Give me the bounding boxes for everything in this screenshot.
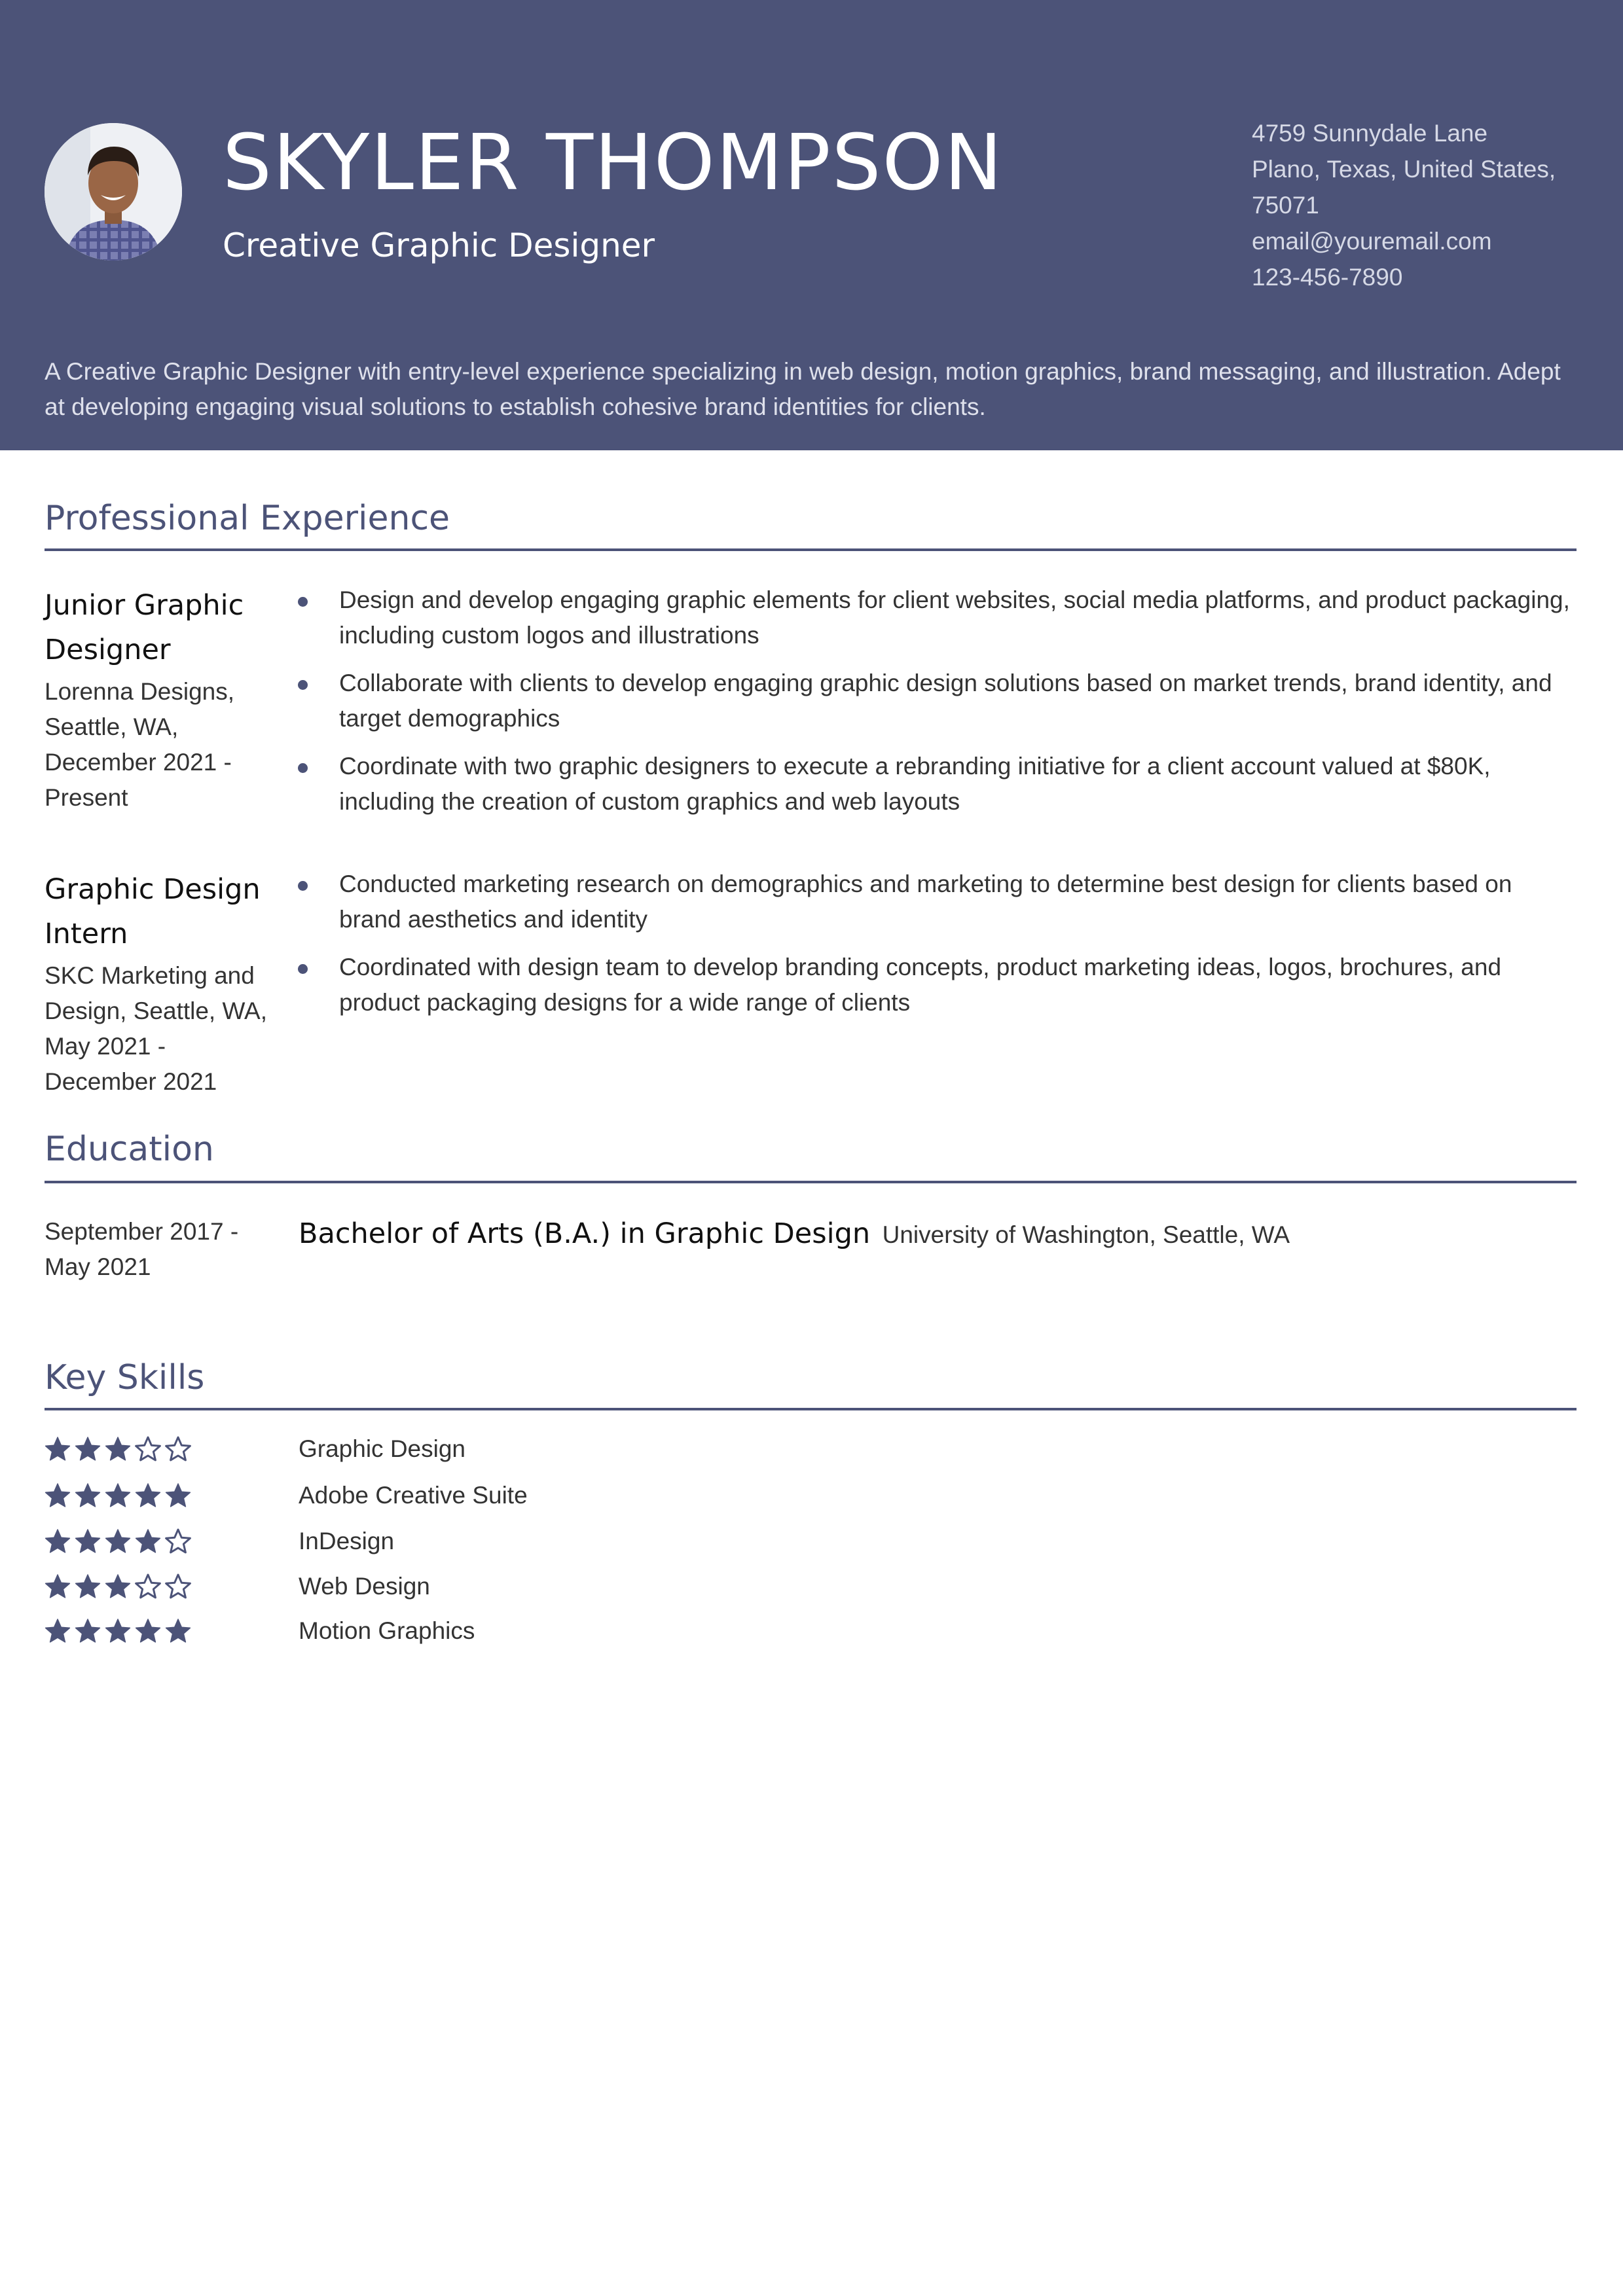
skill-rating — [45, 1573, 191, 1600]
education-heading: Education — [45, 1130, 214, 1169]
avatar — [45, 123, 182, 260]
profile-photo — [45, 123, 182, 260]
star-filled-icon — [165, 1618, 191, 1644]
star-filled-icon — [45, 1528, 71, 1554]
star-filled-icon — [75, 1436, 101, 1462]
star-filled-icon — [165, 1482, 191, 1509]
list-item: Conducted marketing research on demographics and marketing to determine best design for clients based on brand aesthetics and identity — [298, 867, 1578, 937]
contact-block — [1252, 115, 1579, 295]
skill-name: Motion Graphics — [299, 1617, 475, 1644]
address-line: Plano, Texas, United States, — [1252, 156, 1556, 183]
skill-name: Adobe Creative Suite — [299, 1482, 528, 1509]
star-filled-icon — [75, 1573, 101, 1600]
address-line: 4759 Sunnydale Lane — [1252, 120, 1488, 147]
job-role: Graphic Design Intern — [45, 873, 261, 950]
skill-name: InDesign — [299, 1528, 395, 1554]
experience-heading: Professional Experience — [45, 499, 450, 538]
star-filled-icon — [75, 1482, 101, 1509]
degree: Bachelor of Arts (B.A.) in Graphic Design — [299, 1217, 871, 1250]
candidate-title: Creative Graphic Designer — [223, 226, 655, 264]
star-empty-icon — [165, 1573, 191, 1600]
job-meta: SKC Marketing and Design, Seattle, WA, May 2021 - December 2021 — [45, 962, 267, 1095]
star-filled-icon — [45, 1436, 71, 1462]
star-filled-icon — [75, 1618, 101, 1644]
star-filled-icon — [105, 1618, 131, 1644]
candidate-name: SKYLER THOMPSON — [223, 117, 1004, 207]
education-divider — [45, 1181, 1577, 1183]
skill-rating — [45, 1436, 191, 1462]
skills-divider — [45, 1408, 1577, 1410]
star-filled-icon — [135, 1618, 161, 1644]
star-empty-icon — [165, 1436, 191, 1462]
star-filled-icon — [45, 1573, 71, 1600]
education-entry — [299, 1217, 1290, 1250]
star-empty-icon — [135, 1573, 161, 1600]
job-bullets — [298, 867, 1578, 1020]
summary-text: A Creative Graphic Designer with entry-level experience specializing in web design, motion graphics, brand messaging, and illustration. Adept at developing engaging visual solutions to establish cohesive brand identities for clients. — [45, 358, 1561, 420]
skill-rating — [45, 1528, 191, 1554]
skill-name: Graphic Design — [299, 1435, 466, 1462]
experience-divider — [45, 548, 1577, 551]
education-dates: September 2017 - May 2021 — [45, 1218, 239, 1280]
star-filled-icon — [135, 1482, 161, 1509]
star-filled-icon — [45, 1618, 71, 1644]
star-filled-icon — [75, 1528, 101, 1554]
phone-number[interactable]: 123-456-7890 — [1252, 264, 1403, 291]
star-filled-icon — [105, 1528, 131, 1554]
list-item: Coordinated with design team to develop branding concepts, product marketing ideas, logos, brochures, and product packaging designs for a wide range of clients — [298, 950, 1578, 1020]
star-empty-icon — [135, 1436, 161, 1462]
skill-rating — [45, 1482, 191, 1509]
job-meta: Lorenna Designs, Seattle, WA, December 2021 - Present — [45, 678, 235, 811]
skill-name: Web Design — [299, 1573, 430, 1600]
skills-heading: Key Skills — [45, 1358, 205, 1397]
star-filled-icon — [105, 1573, 131, 1600]
address-line: 75071 — [1252, 192, 1319, 219]
star-filled-icon — [45, 1482, 71, 1509]
list-item: Design and develop engaging graphic elements for client websites, social media platforms, and product packaging, including custom logos and illustrations — [298, 583, 1578, 653]
skill-rating — [45, 1618, 191, 1644]
star-empty-icon — [165, 1528, 191, 1554]
school: University of Washington, Seattle, WA — [882, 1221, 1290, 1248]
resume-header — [0, 0, 1623, 450]
job-bullets — [298, 583, 1578, 819]
star-filled-icon — [135, 1528, 161, 1554]
list-item: Coordinate with two graphic designers to execute a rebranding initiative for a client account valued at $80K, including the creation of custom graphics and web layouts — [298, 749, 1578, 819]
star-filled-icon — [105, 1482, 131, 1509]
list-item: Collaborate with clients to develop engaging graphic design solutions based on market trends, brand identity, and target demographics — [298, 666, 1578, 736]
email-link[interactable]: email@youremail.com — [1252, 228, 1492, 255]
star-filled-icon — [105, 1436, 131, 1462]
job-role: Junior Graphic Designer — [45, 589, 244, 666]
